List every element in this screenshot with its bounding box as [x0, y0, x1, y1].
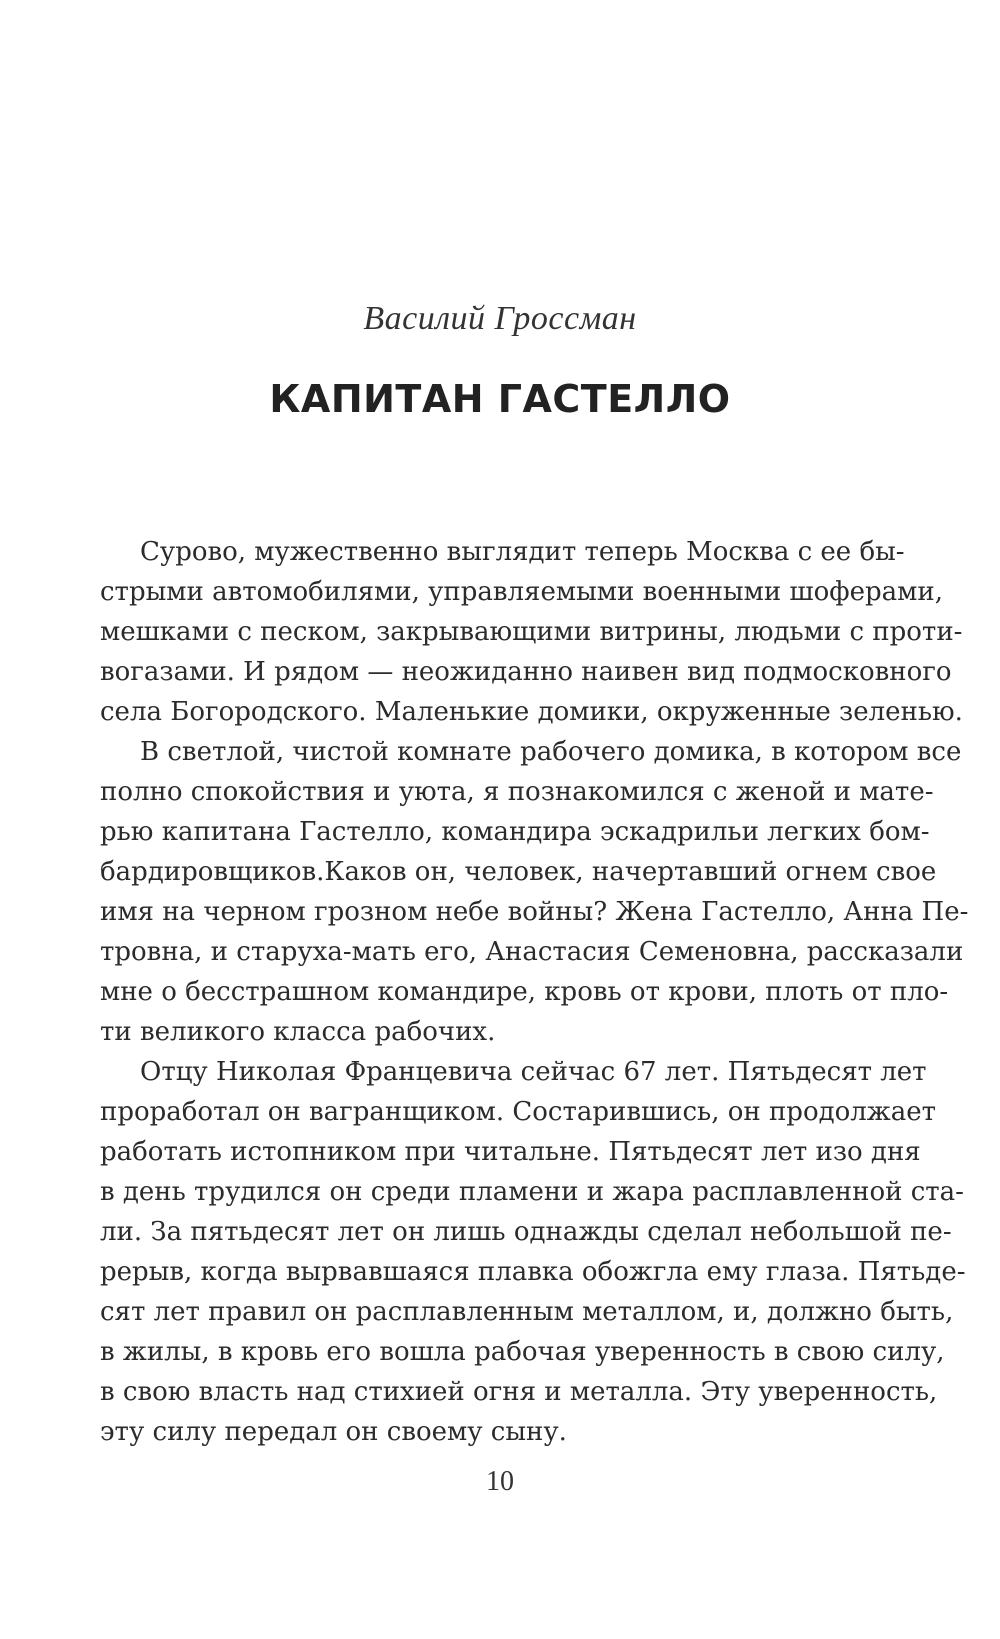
- author-name: Василий Гроссман: [363, 300, 637, 337]
- text-line: стрыми автомобилями, управляемыми военными шоферами,: [100, 577, 943, 607]
- text-line: сят лет правил он расплавленным металлом, и, должно быть,: [100, 1297, 954, 1327]
- text-line: в свою власть над стихией огня и металла. Эту уверенность,: [100, 1377, 938, 1407]
- text-line: полно спокойствия и уюта, я познакомился с женой и мате-: [100, 777, 934, 807]
- text-line: рью капитана Гастелло, командира эскадрильи легких бом-: [100, 817, 930, 847]
- text-line: В светлой, чистой комнате рабочего домика, в котором все: [140, 737, 962, 767]
- text-line: ти великого класса рабочих.: [100, 1017, 496, 1047]
- text-line: проработал он вагранщиком. Состарившись, он продолжает: [100, 1097, 936, 1127]
- paragraph: [100, 532, 963, 732]
- text-line: эту силу передал он своему сыну.: [100, 1417, 567, 1447]
- body-text: [100, 532, 969, 1452]
- text-line: бардировщиков.Каков он, человек, начертавший огнем свое: [100, 857, 937, 887]
- chapter-title: КАПИТАН ГАСТЕЛЛО: [269, 377, 731, 421]
- text-line: вогазами. И рядом — неожиданно наивен вид подмосковного: [100, 657, 952, 687]
- text-line: рерыв, когда вырвавшаяся плавка обожгла ему глаза. Пятьде-: [100, 1257, 966, 1287]
- text-line: в жилы, в кровь его вошла рабочая уверенность в свою силу,: [100, 1337, 945, 1367]
- text-line: мне о бесстрашном командире, кровь от крови, плоть от пло-: [100, 977, 949, 1007]
- text-line: работать истопником при читальне. Пятьдесят лет изо дня: [100, 1137, 921, 1167]
- text-line: имя на черном грозном небе войны? Жена Гастелло, Анна Пе-: [100, 897, 969, 927]
- paragraph: [100, 1052, 966, 1452]
- text-line: села Богородского. Маленькие домики, окруженные зеленью.: [100, 697, 963, 727]
- text-line: Отцу Николая Францевича сейчас 67 лет. Пятьдесят лет: [140, 1057, 927, 1087]
- text-line: в день трудился он среди пламени и жара расплавленной ста-: [100, 1177, 964, 1207]
- text-line: тровна, и старуха-мать его, Анастасия Семеновна, рассказали: [100, 937, 964, 967]
- paragraph: [100, 732, 969, 1052]
- text-line: Сурово, мужественно выглядит теперь Москва с ее бы-: [140, 537, 905, 567]
- page-number: 10: [486, 1466, 514, 1497]
- text-line: ли. За пятьдесят лет он лишь однажды сделал небольшой пе-: [100, 1217, 952, 1247]
- text-line: мешками с песком, закрывающими витрины, людьми с проти-: [100, 617, 963, 647]
